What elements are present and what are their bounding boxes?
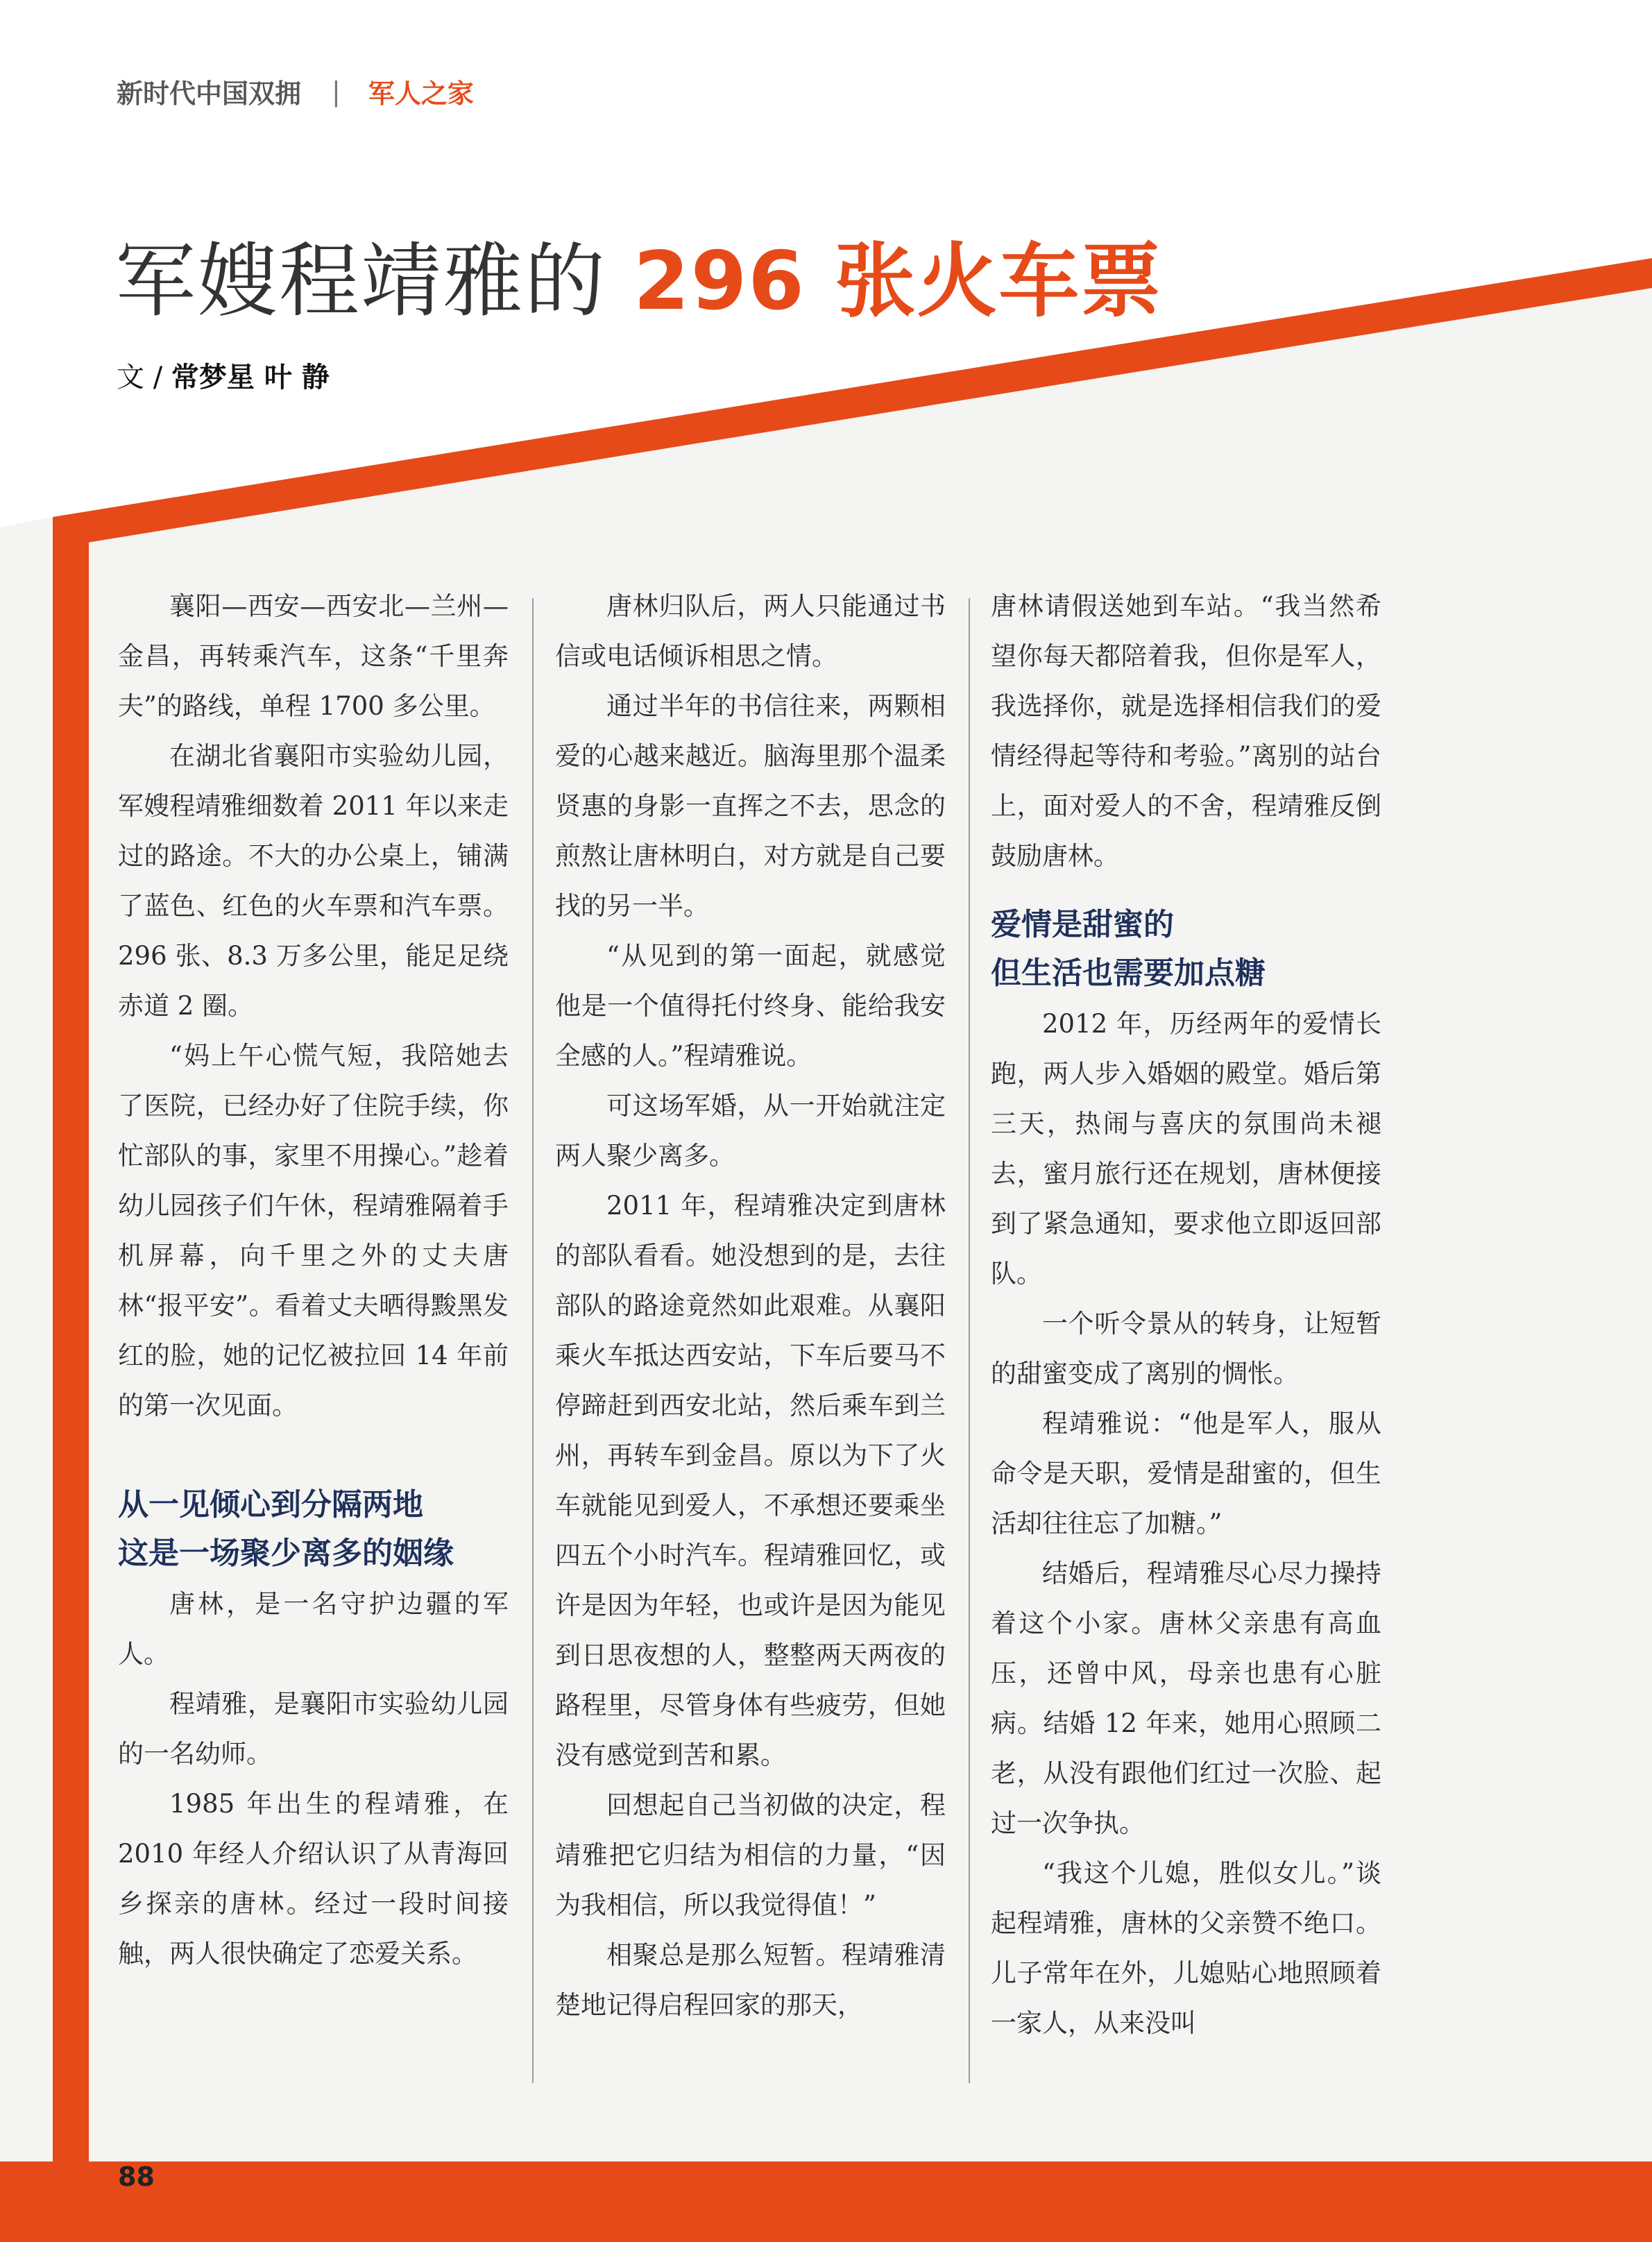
subsection-name: 军人之家 <box>368 78 474 109</box>
paragraph: 2011 年，程靖雅决定到唐林的部队看看。她没想到的是，去往部队的路途竟然如此艰难。从襄阳乘火车抵达西安站，下车后要马不停蹄赶到西安北站，然后乘车到兰州，再转车到金昌。原以为下了火车就能见到爱人，不承想还要乘坐四五个小时汽车。程靖雅回忆，或许是因为年轻，也或许是因为能见到日思夜想的人，整整两天两夜的路程里，尽管身体有些疲劳，但她没有感觉到苦和累。 <box>555 1191 946 1770</box>
paragraph: “妈上午心慌气短，我陪她去了医院，已经办好了住院手续，你忙部队的事，家里不用操心。”趁着幼儿园孩子们午休，程靖雅隔着手机屏幕，向千里之外的丈夫唐林“报平安”。看着丈夫晒得黢黑发红的脸，她的记忆被拉回 14 年前的第一次见面。 <box>118 1041 509 1420</box>
paragraph: “我这个儿媳，胜似女儿。”谈起程靖雅，唐林的父亲赞不绝口。儿子常年在外，儿媳贴心地照顾着一家人，从来没叫 <box>991 1858 1381 2038</box>
paragraph: 一个听令景从的转身，让短暂的甜蜜变成了离别的惆怅。 <box>991 1309 1381 1388</box>
paragraph: 襄阳—西安—西安北—兰州—金昌，再转乘汽车，这条“千里奔夫”的路线，单程 1700 多公里。 <box>118 591 509 721</box>
paragraph: 结婚后，程靖雅尽心尽力操持着这个小家。唐林父亲患有高血压，还曾中风，母亲也患有心脏病。结婚 12 年来，她用心照顾二老，从没有跟他们红过一次脸、起过一次争执。 <box>991 1559 1381 1838</box>
section-header <box>117 72 474 110</box>
paragraph: 通过半年的书信往来，两颗相爱的心越来越近。脑海里那个温柔贤惠的身影一直挥之不去，思念的煎熬让唐林明白，对方就是自己要找的另一半。 <box>555 691 946 921</box>
subheading <box>991 901 1381 998</box>
byline <box>117 355 330 395</box>
byline-prefix: 文 / <box>117 362 171 393</box>
subheading-line-2: 但生活也需要加点糖 <box>991 956 1266 991</box>
subheading <box>118 1481 509 1578</box>
paragraph: 回想起自己当初做的决定，程靖雅把它归结为相信的力量，“因为我相信，所以我觉得值！” <box>555 1790 946 1920</box>
subheading-line-1: 爱情是甜蜜的 <box>991 907 1174 942</box>
paragraph: 可这场军婚，从一开始就注定两人聚少离多。 <box>555 1091 946 1171</box>
title-highlight: 296 张火车票 <box>633 235 1163 328</box>
paragraph: “从见到的第一面起，就感觉他是一个值得托付终身、能给我安全感的人。”程靖雅说。 <box>555 941 946 1071</box>
section-name: 新时代中国双拥 <box>117 78 302 109</box>
subheading-line-1: 从一见倾心到分隔两地 <box>118 1487 423 1522</box>
paragraph: 程靖雅说：“他是军人，服从命令是天职，爱情是甜蜜的，但生活却往往忘了加糖。” <box>991 1409 1381 1538</box>
article-column-3 <box>991 581 1381 2048</box>
author-names: 常梦星 叶 静 <box>171 362 330 393</box>
column-divider <box>532 598 534 2083</box>
paragraph: 2012 年，历经两年的爱情长跑，两人步入婚姻的殿堂。婚后第三天，热闹与喜庆的氛围尚未褪去，蜜月旅行还在规划，唐林便接到了紧急通知，要求他立即返回部队。 <box>991 1009 1381 1289</box>
article-column-2 <box>555 581 946 2030</box>
header-divider: | <box>332 76 341 107</box>
paragraph: 相聚总是那么短暂。程靖雅清楚地记得启程回家的那天， <box>555 1940 946 2020</box>
paragraph: 程靖雅，是襄阳市实验幼儿园的一名幼师。 <box>118 1689 509 1769</box>
paragraph: 唐林归队后，两人只能通过书信或电话倾诉相思之情。 <box>555 591 946 671</box>
column-divider <box>969 598 970 2083</box>
paragraph: 在湖北省襄阳市实验幼儿园，军嫂程靖雅细数着 2011 年以来走过的路途。不大的办公桌上，铺满了蓝色、红色的火车票和汽车票。296 张、8.3 万多公里，能足足绕赤道 2 圈。 <box>118 741 509 1021</box>
paragraph: 唐林请假送她到车站。“我当然希望你每天都陪着我，但你是军人，我选择你，就是选择相信我们的爱情经得起等待和考验。”离别的站台上，面对爱人的不舍，程靖雅反倒鼓励唐林。 <box>991 591 1381 871</box>
page-number: 88 <box>118 2162 155 2192</box>
article-title <box>115 216 1162 332</box>
title-prefix: 军嫂程靖雅的 <box>115 235 606 328</box>
paragraph: 1985 年出生的程靖雅，在 2010 年经人介绍认识了从青海回乡探亲的唐林。经过一段时间接触，两人很快确定了恋爱关系。 <box>118 1789 509 1969</box>
paragraph: 唐林，是一名守护边疆的军人。 <box>118 1589 509 1669</box>
article-column-1 <box>118 581 509 1979</box>
subheading-line-2: 这是一场聚少离多的姻缘 <box>118 1536 454 1571</box>
